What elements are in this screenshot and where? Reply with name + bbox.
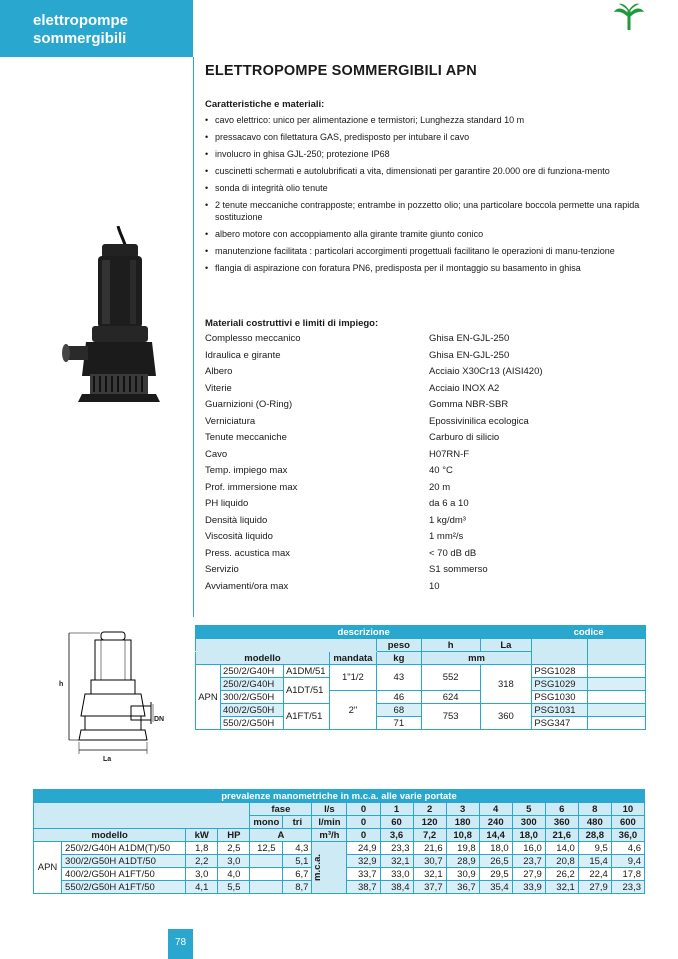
material-row [205, 465, 645, 482]
material-value: 1 kg/dm³ [429, 514, 466, 526]
materials-title: Materiali costruttivi e limiti di impiego: [205, 318, 379, 329]
header-mandata: mandata [329, 652, 376, 665]
material-row [205, 482, 645, 499]
material-key: Temp. impiego max [205, 465, 288, 476]
list-item: • albero motore con accoppiamento alla girante tramite giunto conico [205, 229, 643, 241]
table-row: 300/2/G50H A1DT/50 2,2 3,0 5,1 32,9 32,1 30,7 28,9 26,5 23,7 20,8 15,4 9,4 [34, 855, 645, 868]
table-row: APN 250/2/G40H A1DM(T)/50 1,8 2,5 12,5 4,3 m.c.a. 24,9 23,3 21,6 19,8 18,0 16,0 14,0 9,5 4,6 [34, 842, 645, 855]
material-key: Densità liquido [205, 514, 268, 526]
header-fase: fase [250, 803, 312, 816]
material-row [205, 333, 645, 350]
dim-label-la: La [103, 756, 112, 763]
material-key: Complesso meccanico [205, 333, 301, 344]
header-ls: l/s [312, 803, 347, 816]
material-row [205, 399, 645, 416]
material-value: 1 mm²/s [429, 531, 464, 542]
material-row [205, 449, 645, 466]
header-descrizione: descrizione [196, 626, 532, 639]
material-key: Verniciatura [205, 415, 256, 427]
list-item: • cuscinetti schermati e autolubrificati a vita, dimensionati per garantire 20.000 ore di funziona-mento [205, 166, 643, 178]
material-value: 10 [429, 580, 440, 592]
features-list [205, 115, 643, 280]
mca-label: m.c.a. [312, 854, 324, 881]
header-modello: modello [196, 652, 330, 665]
features-title: Caratteristiche e materiali: [205, 99, 325, 110]
header-h: h [421, 639, 480, 652]
material-value: 40 °C [429, 465, 453, 476]
material-value: Acciaio INOX A2 [429, 382, 500, 394]
header-codice: codice [532, 626, 646, 639]
material-row [205, 432, 645, 449]
list-item: • involucro in ghisa GJL-250; protezione IP68 [205, 149, 643, 161]
table-row: APN 250/2/G40H A1DM/51 1"1/2 43 552 318 PSG1028 [196, 665, 646, 678]
header-peso: peso [376, 639, 421, 652]
materials-list [205, 333, 645, 597]
material-value: Gomma NBR-SBR [429, 399, 509, 410]
material-key: Avviamenti/ora max [205, 580, 289, 592]
list-item: • manutenzione facilitata : particolari accorgimenti progettuali facilitano le operazioni di manu-tenzione [205, 246, 643, 258]
header-hp: HP [218, 829, 250, 842]
material-value: Ghisa EN-GJL-250 [429, 349, 510, 361]
material-value: Acciaio X30Cr13 (AISI420) [429, 366, 543, 377]
series-cell: APN [196, 665, 221, 730]
header-a: A [250, 829, 312, 842]
table-row: 400/2/G50H A1FT/50 3,0 4,0 6,7 33,7 33,0 32,1 30,9 29,5 27,9 26,2 22,4 17,8 [34, 868, 645, 881]
list-item: • sonda di integrità olio tenute [205, 183, 643, 195]
material-key: Tenute meccaniche [205, 432, 287, 443]
material-key: Viterie [205, 382, 232, 394]
material-row [205, 564, 645, 581]
list-item: • cavo elettrico: unico per alimentazione e termistori; Lunghezza standard 10 m [205, 115, 643, 127]
header-m3h: m³/h [312, 829, 347, 842]
table-row: 250/2/G40H A1DT/51 PSG1029 [196, 678, 646, 691]
models-table [195, 625, 646, 730]
header-tri: tri [283, 816, 312, 829]
material-row [205, 416, 645, 433]
material-row [205, 366, 645, 383]
pump-photo [60, 226, 170, 416]
list-item: • 2 tenute meccaniche contrapposte; entrambe in pozzetto olio; una particolare boccola permette una rapida sostituzione [205, 200, 643, 223]
list-item: • flangia di aspirazione con foratura PN6, predisposta per il montaggio su basamento in ghisa [205, 263, 643, 275]
table-row: 400/2/G50H A1FT/51 68 753 360 PSG1031 [196, 704, 646, 717]
material-row [205, 548, 645, 565]
material-row [205, 581, 645, 598]
dimension-drawing [55, 628, 165, 763]
material-key: Prof. immersione max [205, 481, 298, 493]
header-kw: kW [186, 829, 218, 842]
material-key: Idraulica e girante [205, 349, 281, 361]
material-key: Servizio [205, 564, 239, 575]
material-row [205, 383, 645, 400]
material-row [205, 350, 645, 367]
header-modello: modello [34, 829, 186, 842]
material-row [205, 531, 645, 548]
material-value: Epossivinilica ecologica [429, 415, 529, 427]
header-mono: mono [250, 816, 283, 829]
material-value: da 6 a 10 [429, 498, 469, 509]
section-tag [0, 0, 193, 57]
material-value: 20 m [429, 481, 451, 493]
header-kg: kg [376, 652, 421, 665]
dim-label-h: h [59, 681, 64, 688]
page-number: 78 [168, 929, 193, 959]
material-value: H07RN-F [429, 448, 470, 460]
material-row [205, 498, 645, 515]
material-key: Albero [205, 366, 233, 377]
section-tag-line2: sommergibili [33, 30, 127, 47]
section-tag-line1: elettropompe [33, 12, 129, 29]
header-lmin: l/min [312, 816, 347, 829]
table-row: 300/2/G50H 2" 46 624 PSG1030 [196, 691, 646, 704]
material-value: Ghisa EN-GJL-250 [429, 333, 510, 344]
material-key: Viscosità liquido [205, 531, 273, 542]
vertical-divider [193, 57, 194, 617]
header-mm: mm [421, 652, 532, 665]
page-title: ELETTROPOMPE SOMMERGIBILI APN [205, 63, 477, 79]
dim-label-dn: DN [154, 716, 165, 723]
material-value: < 70 dB dB [429, 547, 477, 559]
table-row: 550/2/G50H 71 PSG347 [196, 717, 646, 730]
performance-table: prevalenze manometriche in m.c.a. alle varie portate fase l/s 0 1 2 3 4 5 6 8 10 mono tri l/min 0 60 120 180 240 300 360 480 600 modello kW HP A m³/h 0 3,6 7,2 10,8 14,4 18,0 21,6 28,8 36,0 APN 250/2/G40H A1DM(T)/50 1,8 2,5 12,5 4,3 m.c.a. 24,9 23,3 21,6 19,8 18,0 16,0 14,0 9,5 4,6 300/2/G50H A1DT/50 2,2 3,0 5,1 32,9 32,1 30,7 28,9 26,5 23,7 20,8 15,4 9,4 400/2/G50H A1FT/50 3,0 4,0 6,7 33,7 33,0 32,1 30,9 29,5 27,9 26,2 22,4 17,8 550/2/G50H A1FT/50 4,1 5,5 8,7 38,7 38,4 37,7 36,7 35,4 33,9 32,1 27,9 23,3 [33, 789, 645, 894]
material-key: Press. acustica max [205, 547, 290, 559]
material-row [205, 515, 645, 532]
material-key: PH liquido [205, 498, 249, 509]
material-value: Carburo di silicio [429, 432, 500, 443]
material-key: Guarnizioni (O-Ring) [205, 399, 293, 410]
material-value: S1 sommerso [429, 564, 488, 575]
series-cell: APN [34, 842, 62, 894]
leaf-logo-icon [612, 0, 646, 32]
material-key: Cavo [205, 448, 228, 460]
table-row: 550/2/G50H A1FT/50 4,1 5,5 8,7 38,7 38,4 37,7 36,7 35,4 33,9 32,1 27,9 23,3 [34, 881, 645, 894]
header-la: La [480, 639, 532, 652]
performance-title: prevalenze manometriche in m.c.a. alle varie portate [34, 790, 645, 803]
list-item: • pressacavo con filettatura GAS, predisposto per intubare il cavo [205, 132, 643, 144]
